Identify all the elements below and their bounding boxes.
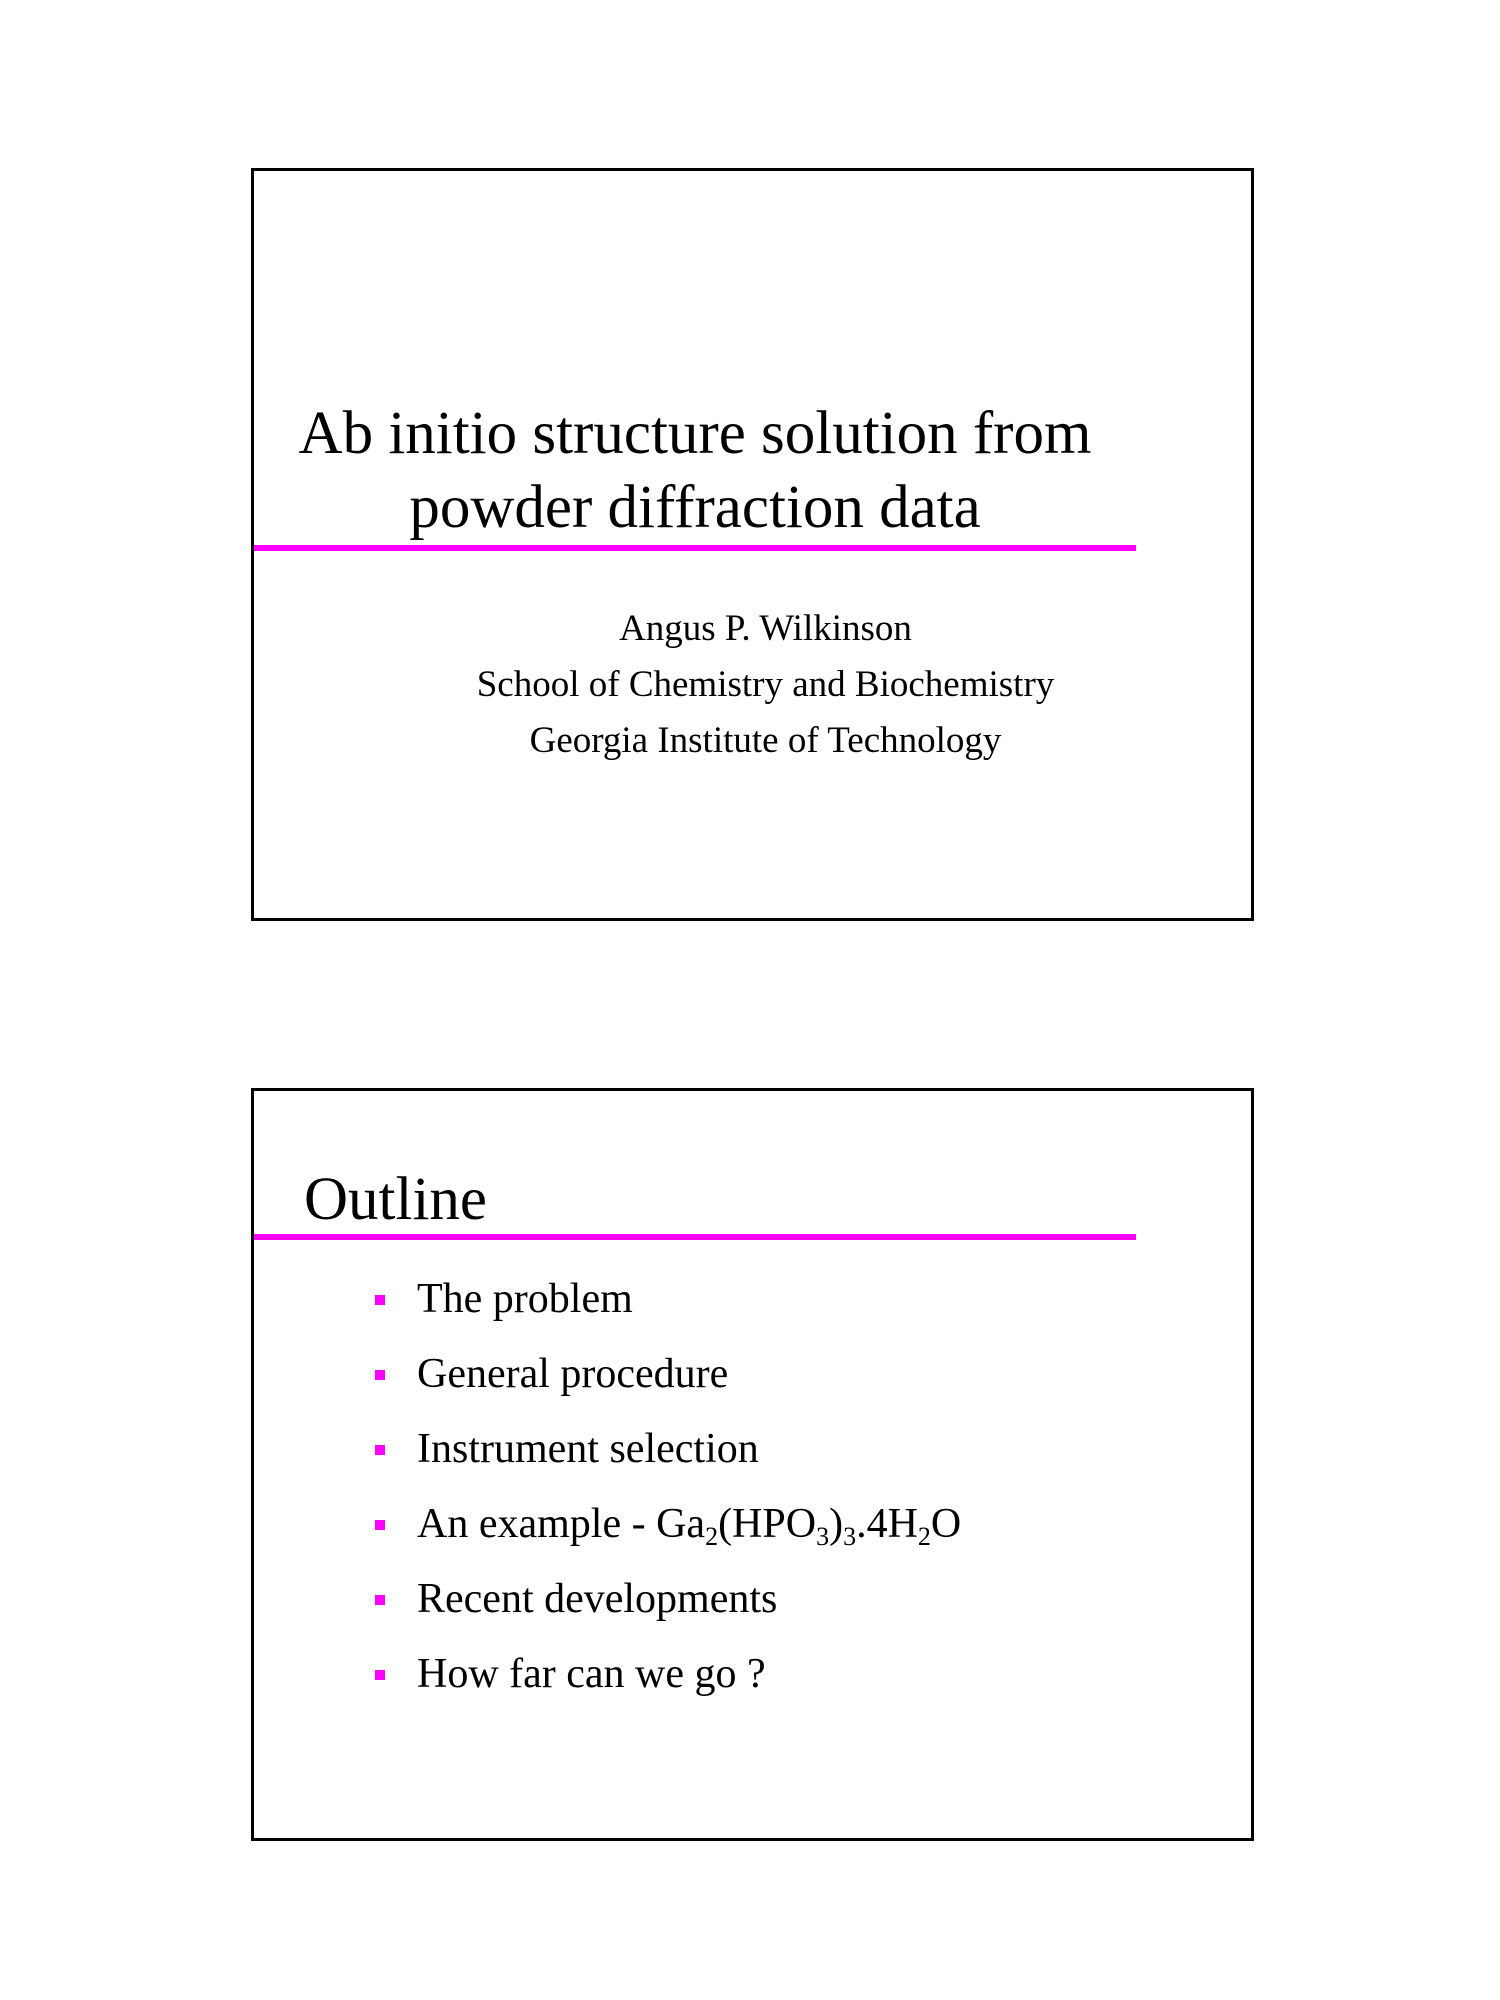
author-affiliation: School of Chemistry and Biochemistry — [476, 664, 1055, 705]
bullet-text: General procedure — [417, 1351, 729, 1397]
author-institution: Georgia Institute of Technology — [529, 720, 1002, 761]
list-item — [375, 1646, 961, 1721]
slide-title — [254, 397, 1136, 545]
bullet-text: How far can we go ? — [417, 1651, 766, 1697]
title-underline — [254, 545, 1136, 551]
author-info — [254, 601, 1257, 769]
list-item — [375, 1271, 961, 1346]
bullet-text: Instrument selection — [417, 1426, 759, 1472]
bullet-square-icon — [375, 1370, 385, 1380]
bullet-list — [375, 1271, 961, 1721]
title-line-1: Ab initio structure solution from — [298, 400, 1092, 467]
title-slide — [251, 168, 1254, 921]
bullet-text: Recent developments — [417, 1576, 778, 1622]
bullet-square-icon — [375, 1295, 385, 1305]
bullet-square-icon — [375, 1520, 385, 1530]
slide-title: Outline — [304, 1166, 487, 1233]
list-item — [375, 1346, 961, 1421]
title-underline — [254, 1234, 1136, 1240]
bullet-square-icon — [375, 1445, 385, 1455]
list-item — [375, 1496, 961, 1571]
outline-slide — [251, 1088, 1254, 1841]
bullet-square-icon — [375, 1670, 385, 1680]
bullet-text-formula: An example - $Ga_2(HPO_3)_3.4H_2O$ — [417, 1501, 962, 1551]
author-name: Angus P. Wilkinson — [619, 608, 912, 649]
title-line-2: powder diffraction data — [409, 474, 981, 541]
bullet-square-icon — [375, 1595, 385, 1605]
bullet-text: The problem — [417, 1276, 633, 1322]
list-item — [375, 1571, 961, 1646]
list-item — [375, 1421, 961, 1496]
